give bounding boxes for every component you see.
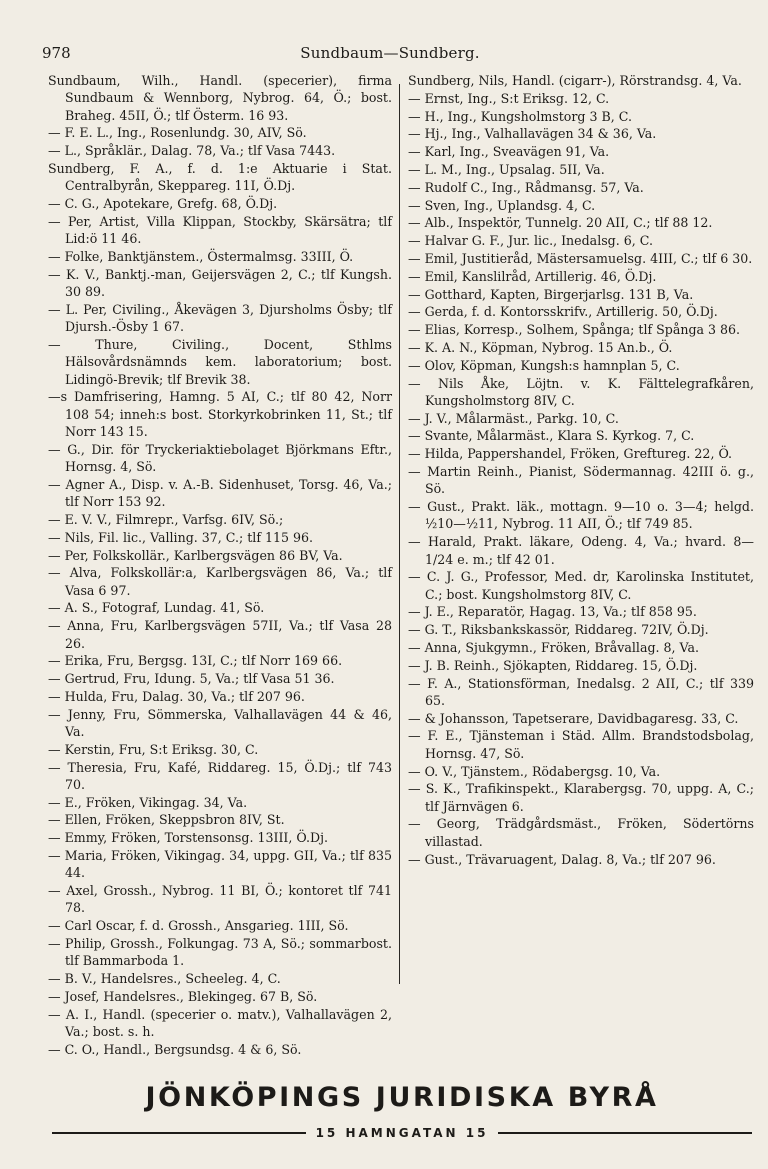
directory-entry: — Ernst, Ing., S:t Eriksg. 12, C. [408, 90, 610, 106]
directory-entry: — Josef, Handelsres., Blekingeg. 67 B, Sö. [48, 988, 318, 1004]
directory-entry: — Alb., Inspektör, Tunnelg. 20 AII, C.; tlf 88 12. [408, 215, 713, 231]
directory-entry: — E. V. V., Filmrepr., Varfsg. 6IV, Sö.; [48, 511, 284, 527]
directory-entry: — Nils Åke, Löjtn. v. K. Fälttelegrafkåren, Kungsholmstorg 8IV, C. [408, 375, 754, 408]
directory-entry: — Jenny, Fru, Sömmerska, Valhallavägen 44 & 46, Va. [48, 706, 392, 739]
directory-entry: — Georg, Trädgårdsmäst., Fröken, Södertörns villastad. [408, 816, 754, 849]
directory-entry: — Axel, Grossh., Nybrog. 11 BI, Ö.; kontoret tlf 741 78. [48, 883, 392, 916]
directory-entry: — Gotthard, Kapten, Birgerjarlsg. 131 B, Va. [408, 286, 694, 302]
directory-entry: —s Damfrisering, Hamng. 5 AI, C.; tlf 80 42, Norr 108 54; inneh:s bost. Storkyrkobrinken 11, St.; tlf Norr 143 15. [48, 389, 392, 439]
directory-entry: — E., Fröken, Vikingag. 34, Va. [48, 794, 248, 810]
left-column [48, 72, 392, 1059]
directory-entry: Sundbaum, Wilh., Handl. (specerier), firma Sundbaum & Wennborg, Nybrog. 64, Ö.; bost. Braheg. 45II, Ö.; tlf Österm. 16 93. [48, 73, 392, 123]
directory-entry: — Gust., Prakt. läk., mottagn. 9—10 o. 3—4; helgd. ½10—½11, Nybrog. 11 AII, Ö.; tlf 749 85. [408, 499, 754, 532]
directory-entry: — Carl Oscar, f. d. Grossh., Ansgarieg. 1III, Sö. [48, 918, 349, 934]
directory-entry: — A. I., Handl. (specerier o. matv.), Valhallavägen 2, Va.; bost. s. h. [48, 1006, 392, 1040]
directory-entry: — Anna, Sjukgymn., Fröken, Bråvallag. 8, Va. [408, 640, 699, 655]
directory-entry: — Kerstin, Fru, S:t Eriksg. 30, C. [48, 741, 259, 757]
directory-entry: — Thure, Civiling., Docent, Sthlms Hälsovårdsnämnds kem. laboratorium; bost. Lidingö-Brevik; tlf Brevik 38. [48, 336, 392, 387]
directory-entry: — F. E., Tjänsteman i Städ. Allm. Brandstodsbolag, Hornsg. 47, Sö. [408, 728, 754, 761]
directory-entry: — B. V., Handelsres., Scheeleg. 4, C. [48, 971, 281, 987]
advertisement-title: JÖNKÖPINGS JURIDISKA BYRÅ [145, 1082, 659, 1113]
directory-entry: — A. S., Fotograf, Lundag. 41, Sö. [48, 600, 265, 616]
directory-entry: — J. B. Reinh., Sjökapten, Riddareg. 15, Ö.Dj. [408, 657, 698, 673]
directory-entry: — Nils, Fil. lic., Valling. 37, C.; tlf 115 96. [48, 529, 314, 545]
ad-rule-right [498, 1132, 752, 1134]
directory-entry: — H., Ing., Kungsholmstorg 3 B, C. [408, 108, 632, 124]
directory-entry: — C. G., Apotekare, Grefg. 68, Ö.Dj. [48, 196, 278, 212]
directory-entry: — K. A. N., Köpman, Nybrog. 15 An.b., Ö. [408, 339, 673, 355]
running-head: Sundbaum—Sundberg. [300, 44, 480, 62]
ad-rule-left [52, 1132, 306, 1134]
directory-entry: — Emil, Justitieråd, Mästersamuelsg. 4III, C.; tlf 6 30. [408, 250, 753, 266]
directory-entry: Sundberg, Nils, Handl. (cigarr-), Rörstrandsg. 4, Va. [408, 73, 742, 88]
directory-entry: Sundberg, F. A., f. d. 1:e Aktuarie i Stat. Centralbyrån, Skeppareg. 11I, Ö.Dj. [48, 160, 392, 194]
directory-entry: — Harald, Prakt. läkare, Odeng. 4, Va.; hvard. 8—1/24 e. m.; tlf 42 01. [408, 534, 754, 567]
directory-entry: — Hulda, Fru, Dalag. 30, Va.; tlf 207 96. [48, 688, 305, 704]
directory-entry: — Sven, Ing., Uplandsg. 4, C. [408, 197, 596, 213]
page-header [42, 44, 738, 64]
directory-entry: — L. M., Ing., Upsalag. 5II, Va. [408, 161, 605, 177]
directory-entry: — Per, Artist, Villa Klippan, Stockby, Skärsätra; tlf Lid:ö 11 46. [48, 213, 392, 247]
directory-entry: — Svante, Målarmäst., Klara S. Kyrkog. 7, C. [408, 428, 695, 444]
directory-entry: — J. V., Målarmäst., Parkg. 10, C. [408, 410, 619, 426]
directory-entry: — Anna, Fru, Karlbergsvägen 57II, Va.; tlf Vasa 28 26. [48, 618, 392, 651]
directory-entry: — Rudolf C., Ing., Rådmansg. 57, Va. [408, 179, 644, 195]
directory-entry: — J. E., Reparatör, Hagag. 13, Va.; tlf 858 95. [408, 604, 697, 620]
directory-entry: — Emmy, Fröken, Torstensonsg. 13III, Ö.Dj. [48, 830, 329, 846]
directory-entry: — L. Per, Civiling., Åkevägen 3, Djursholms Ösby; tlf Djursh.-Ösby 1 67. [48, 301, 392, 335]
directory-entry: — Olov, Köpman, Kungsh:s hamnplan 5, C. [408, 357, 680, 373]
directory-entry: — C. J. G., Professor, Med. dr, Karolinska Institutet, C.; bost. Kungsholmstorg 8IV, C. [408, 569, 754, 602]
advertisement-subtitle: 15 HAMNGATAN 15 [315, 1126, 489, 1140]
directory-entry: — F. A., Stationsförman, Inedalsg. 2 AII, C.; tlf 339 65. [408, 675, 754, 708]
directory-entry: — & Johansson, Tapetserare, Davidbagaresg. 33, C. [408, 710, 739, 726]
directory-entry: — O. V., Tjänstem., Rödabergsg. 10, Va. [408, 763, 661, 779]
directory-entry: — Per, Folkskollär., Karlbergsvägen 86 BV, Va. [48, 547, 343, 563]
directory-entry: — F. E. L., Ing., Rosenlundg. 30, AIV, Sö. [48, 125, 307, 141]
directory-entry: — Gust., Trävaruagent, Dalag. 8, Va.; tlf 207 96. [408, 851, 716, 867]
directory-entry: — Hj., Ing., Valhallavägen 34 & 36, Va. [408, 126, 657, 142]
directory-entry: — Hilda, Pappershandel, Fröken, Greftureg. 22, Ö. [408, 446, 733, 462]
directory-entry: — Theresia, Fru, Kafé, Riddareg. 15, Ö.Dj.; tlf 743 70. [48, 759, 392, 792]
page-number: 978 [42, 44, 71, 62]
directory-entry: — C. O., Handl., Bergsundsg. 4 & 6, Sö. [48, 1041, 302, 1057]
directory-entry: — S. K., Trafikinspekt., Klarabergsg. 70, uppg. A, C.; tlf Järnvägen 6. [408, 781, 754, 814]
directory-entry: — L., Språklär., Dalag. 78, Va.; tlf Vasa 7443. [48, 143, 336, 159]
directory-entry: — G. T., Riksbankskassör, Riddareg. 72IV, Ö.Dj. [408, 622, 709, 638]
directory-entry: — K. V., Banktj.-man, Geijersvägen 2, C.; tlf Kungsh. 30 89. [48, 266, 392, 300]
directory-entry: — Maria, Fröken, Vikingag. 34, uppg. GII, Va.; tlf 835 44. [48, 848, 392, 881]
directory-entry: — Halvar G. F., Jur. lic., Inedalsg. 6, C. [408, 233, 653, 249]
directory-entry: — Emil, Kanslilråd, Artillerig. 46, Ö.Dj. [408, 268, 657, 284]
directory-entry: — Gertrud, Fru, Idung. 5, Va.; tlf Vasa 51 36. [48, 671, 335, 687]
directory-entry: — Karl, Ing., Sveavägen 91, Va. [408, 144, 610, 160]
directory-entry: — Gerda, f. d. Kontorsskrifv., Artillerig. 50, Ö.Dj. [408, 304, 718, 320]
directory-entry: — Alva, Folkskollär:a, Karlbergsvägen 86, Va.; tlf Vasa 6 97. [48, 565, 392, 598]
directory-entry: — Martin Reinh., Pianist, Södermannag. 42III ö. g., Sö. [408, 464, 754, 497]
directory-entry: — Ellen, Fröken, Skeppsbron 8IV, St. [48, 812, 285, 828]
directory-entry: — Philip, Grossh., Folkungag. 73 A, Sö.; sommarbost. tlf Bammarboda 1. [48, 936, 392, 969]
directory-entry: — Agner A., Disp. v. A.-B. Sidenhuset, Torsg. 46, Va.; tlf Norr 153 92. [48, 476, 392, 510]
advertisement-subtitle-row [52, 1124, 752, 1142]
directory-entry: — Elias, Korresp., Solhem, Spånga; tlf Spånga 3 86. [408, 322, 741, 338]
directory-entry: — G., Dir. för Tryckeriaktiebolaget Björkmans Eftr., Hornsg. 4, Sö. [48, 441, 392, 475]
directory-entry: — Folke, Banktjänstem., Östermalmsg. 33III, Ö. [48, 248, 354, 264]
directory-entry: — Erika, Fru, Bergsg. 13I, C.; tlf Norr 169 66. [48, 653, 343, 669]
column-divider [399, 84, 400, 984]
right-column [408, 72, 754, 868]
